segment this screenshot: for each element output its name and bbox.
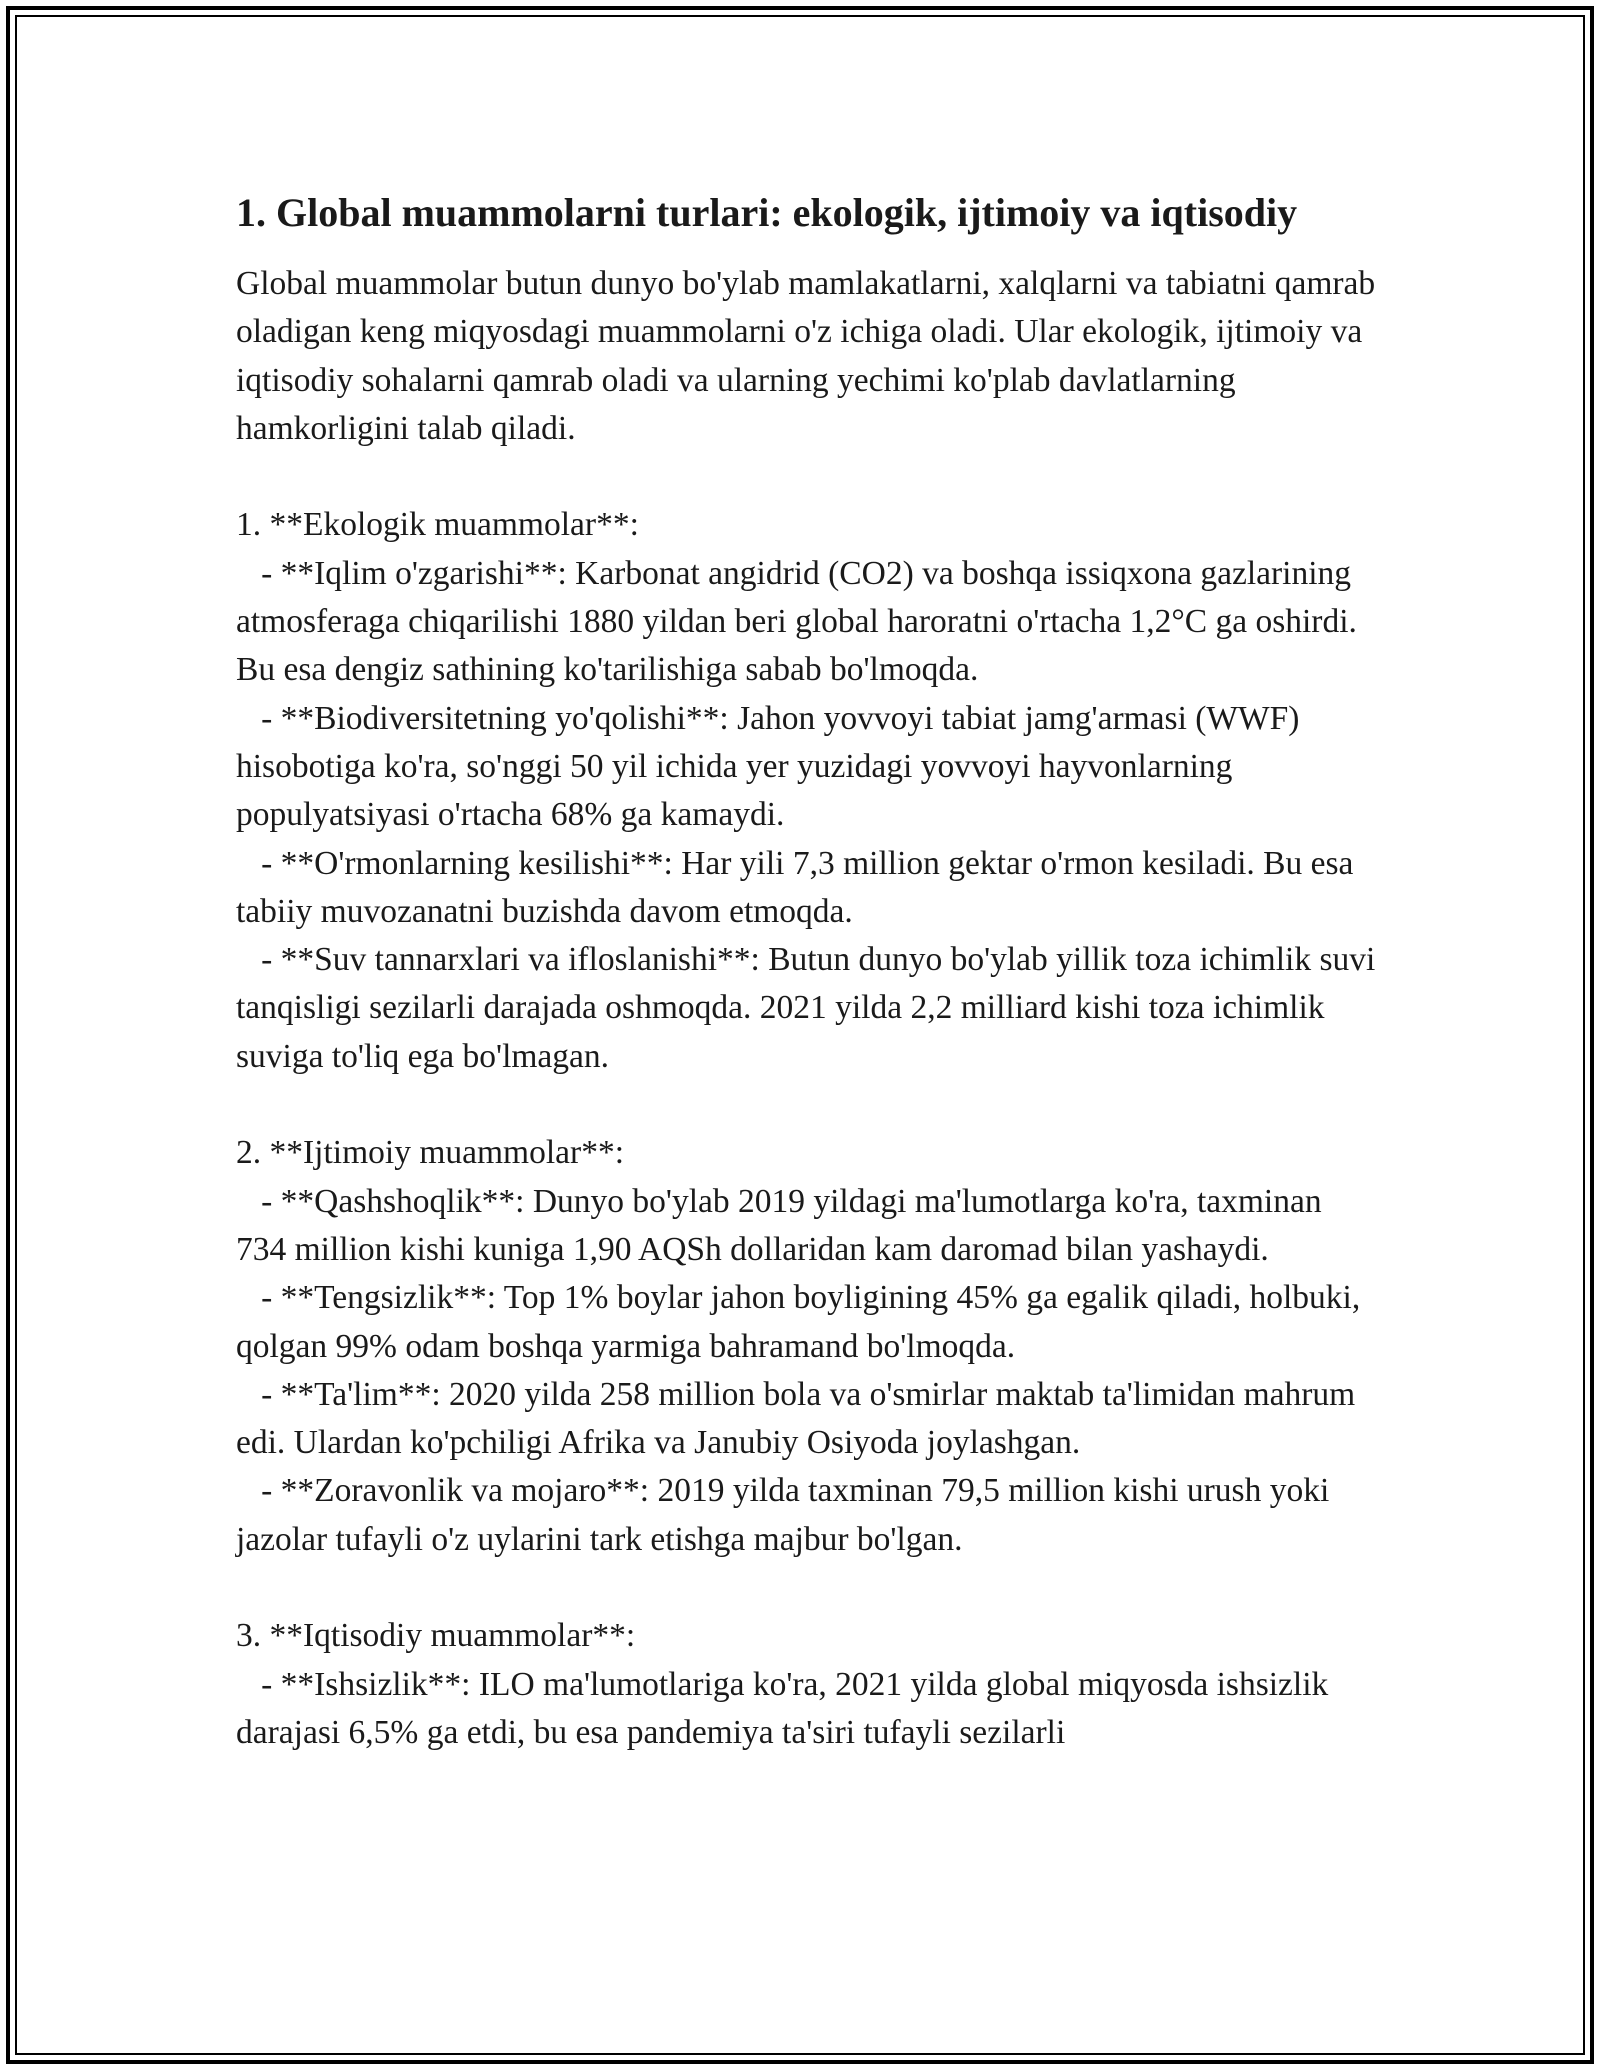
document-body xyxy=(236,188,1384,1757)
intro-paragraph: Global muammolar butun dunyo bo'ylab mamlakatlarni, xalqlarni va tabiatni qamrab oladigan keng miqyosdagi muammolarni o'z ichiga oladi. Ular ekologik, ijtimoiy va iqtisodiy sohalarni qamrab oladi va ularning yechimi ko'plab davlatlarning hamkorligini talab qiladi. xyxy=(236,265,1376,447)
list-item: - **Ta'lim**: 2020 yilda 258 million bola va o'smirlar maktab ta'limidan mahrum edi. Ulardan ko'pchiligi Afrika va Janubiy Osiyoda joylashgan. xyxy=(236,1375,1364,1462)
list-item: - **Iqlim o'zgarishi**: Karbonat angidrid (CO2) va boshqa issiqxona gazlarining atmosferaga chiqarilishi 1880 yildan beri global haroratni o'rtacha 1,2°C ga oshirdi. Bu esa dengiz sathining ko'tarilishiga sabab bo'lmoqda. xyxy=(236,554,1366,689)
spacer xyxy=(236,1081,1376,1129)
list-item: - **Suv tannarxlari va ifloslanishi**: Butun dunyo bo'ylab yillik toza ichimlik suvi tanqisligi sezilarli darajada oshmoqda. 2021 yilda 2,2 milliard kishi toza ichimlik suviga to'liq ega bo'lmagan. xyxy=(236,941,1384,1075)
list-item: - **O'rmonlarning kesilishi**: Har yili 7,3 million gektar o'rmon kesiladi. Bu esa tabiiy muvozanatni buzishda davom etmoqda. xyxy=(236,844,1362,930)
section-title-economic: 3. **Iqtisodiy muammolar**: xyxy=(236,1617,636,1655)
list-item: - **Zoravonlik va mojaro**: 2019 yilda taxminan 79,5 million kishi urush yoki jazolar tufayli o'z uylarini tark etishga majbur bo'lgan. xyxy=(236,1472,1338,1558)
list-item: - **Biodiversitetning yo'qolishi**: Jahon yovvoyi tabiat jamg'armasi (WWF) hisobotiga ko'ra, so'nggi 50 yil ichida yer yuzidagi yovvoyi hayvonlarning populyatsiyasi o'rtacha 68% ga kamaydi. xyxy=(236,699,1308,834)
section-title-social: 2. **Ijtimoiy muammolar**: xyxy=(236,1134,624,1172)
list-item: - **Ishsizlik**: ILO ma'lumotlariga ko'ra, 2021 yilda global miqyosda ishsizlik darajasi 6,5% ga etdi, bu esa pandemiya ta'siri tufayli sezilarli xyxy=(236,1665,1337,1751)
list-item: - **Tengsizlik**: Top 1% boylar jahon boyligining 45% ga egalik qiladi, holbuki, qolgan 99% odam boshqa yarmiga bahramand bo'lmoqda. xyxy=(236,1279,1369,1365)
section-title-ecological: 1. **Ekologik muammolar**: xyxy=(236,506,639,544)
spacer xyxy=(236,453,1376,501)
list-item: - **Qashshoqlik**: Dunyo bo'ylab 2019 yildagi ma'lumotlarga ko'ra, taxminan 734 million kishi kuniga 1,90 AQSh dollaridan kam daromad bilan yashaydi. xyxy=(236,1182,1330,1268)
spacer xyxy=(236,1564,1376,1612)
document-heading: 1. Global muammolarni turlari: ekologik, ijtimoiy va iqtisodiy xyxy=(236,190,1298,235)
